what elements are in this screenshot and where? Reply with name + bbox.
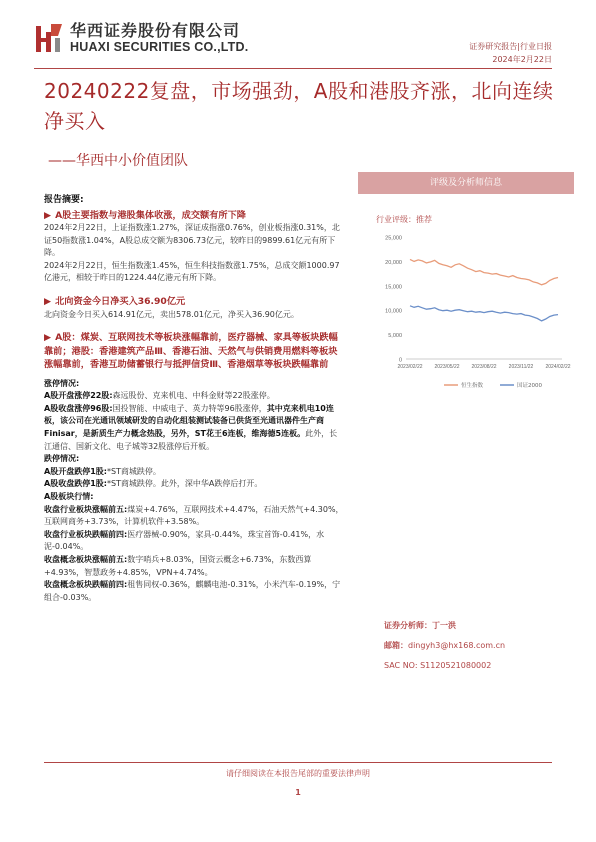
analyst-sac: SAC NO: S1120521080002 <box>384 661 492 670</box>
triangle-bullet-icon: ▶ <box>44 296 52 308</box>
industry-rating: 行业评级：推荐 <box>376 215 432 224</box>
limit-down-close: A股收盘跌停1股:*ST商城跌停。此外，深中华A跌停后打开。 <box>44 479 263 489</box>
sector-title: A股板块行情: <box>44 492 94 501</box>
y-tick-label: 10,000 <box>385 308 402 315</box>
limit-up-title: 涨停情况: <box>44 378 80 388</box>
header-divider <box>34 68 552 69</box>
limit-up-open: A股开盘涨停22股:森远股份、克来机电、中科金财等22股涨停。 <box>44 391 275 401</box>
sector-concept-down: 收盘概念板块跌幅前四:租售同权-0.36%，麒麟电池-0.31%，小米汽车-0.19%，宁组合-0.03%。 <box>44 580 341 602</box>
x-tick-label: 2023/08/22 <box>471 364 497 370</box>
rating-panel-heading: 评级及分析师信息 <box>358 172 574 194</box>
para-a-shares: 2024年2月22日，上证指数涨1.27%，深证成指涨0.76%，创业板指涨0.31%，北证50指数涨1.04%，A股总成交额为8306.73亿元，较昨日的9899.61亿元有所下降。 <box>44 223 340 258</box>
analyst-email-row[interactable]: 邮箱：dingyh3@hx168.com.cn <box>384 641 506 650</box>
company-logo <box>34 22 248 54</box>
index-line-chart <box>366 229 571 397</box>
rating-panel <box>358 172 574 401</box>
sector-concept-up: 收盘概念板块涨幅前五:数字哨兵+8.03%，国资云概念+6.73%，东数西算+4.93%，智慧政务+4.85%，VPN+4.74%。 <box>44 554 312 577</box>
y-tick-label: 5,000 <box>388 333 402 340</box>
bullet-indices: ▶ A股主要指数与港股集体收涨，成交额有所下降 <box>44 209 246 221</box>
bullet-northbound: ▶ 北向资金今日净买入36.90亿元 <box>44 296 186 308</box>
series-line <box>410 259 558 284</box>
triangle-bullet-icon: ▶ <box>44 209 52 221</box>
x-tick-label: 2023/02/22 <box>397 364 423 370</box>
legend-label: 国证2000 <box>517 383 542 389</box>
company-name-en: HUAXI SECURITIES CO.,LTD. <box>70 40 249 54</box>
triangle-bullet-icon: ▶ <box>44 332 52 344</box>
y-tick-label: 20,000 <box>385 259 402 266</box>
analyst-name-row: 证券分析师：丁一洪 <box>384 621 456 630</box>
y-tick-label: 0 <box>398 357 402 364</box>
page-title: 20240222复盘，市场强劲，A股和港股齐涨，北向连续净买入 <box>44 79 554 133</box>
company-name-cn: 华西证券股份有限公司 <box>70 21 241 40</box>
report-date: 2024年2月22日 <box>492 55 552 64</box>
limit-down-open: A股开盘跌停1股:*ST商城跌停。 <box>44 466 161 476</box>
report-summary <box>44 194 344 604</box>
sector-industry-up: 收盘行业板块涨幅前五:煤炭+4.76%，互联网技术+4.47%，石油天然气+4.30%，互联网商务+3.73%，计算机软件+3.58%。 <box>44 504 344 527</box>
index-chart <box>366 229 574 401</box>
limit-up-close: A股收盘涨停96股:国投智能、中威电子、英力特等96股涨停，其中克来机电10连板，该公司在光通讯领域研发的自动化组装测试装备已供货至光通讯器件生产商Finisar，是新质生产力概念热股，另外，ST花王6连板，维海德5连板。此外，长江通信、国新文化、电子城等32股涨停后开板。 <box>44 403 338 451</box>
para-northbound: 北向资金今日买入614.91亿元，卖出578.01亿元，净买入36.90亿元。 <box>44 309 299 319</box>
footer-divider <box>44 762 552 763</box>
y-tick-label: 25,000 <box>385 235 402 242</box>
para-hk: 2024年2月22日，恒生指数涨1.45%，恒生科技指数涨1.75%，总成交额1000.97亿港元，相较于昨日的1224.44亿港元有所下降。 <box>44 260 340 283</box>
sector-industry-down: 收盘行业板块跌幅前四:医疗器械-0.90%，家具-0.44%，珠宝首饰-0.41%，水泥-0.04%。 <box>44 529 325 552</box>
huaxi-logo-icon <box>34 22 64 54</box>
y-tick-label: 15,000 <box>385 284 402 291</box>
x-tick-label: 2023/11/22 <box>508 364 534 370</box>
series-line <box>410 306 558 321</box>
team-name: ——华西中小价值团队 <box>48 153 188 169</box>
page-number: 1 <box>295 788 301 797</box>
report-type: 证券研究报告|行业日报 <box>469 42 552 51</box>
x-tick-label: 2023/05/22 <box>434 364 460 370</box>
footer-note: 请仔细阅读在本报告尾部的重要法律声明 <box>226 769 370 778</box>
legend-label: 恒生指数 <box>461 383 484 389</box>
x-tick-label: 2024/02/22 <box>545 364 571 370</box>
limit-down-title: 跌停情况: <box>44 454 80 464</box>
summary-heading: 报告摘要: <box>44 195 84 205</box>
analyst-info <box>384 616 505 676</box>
bullet-sectors: ▶ A股：煤炭、互联网技术等板块涨幅靠前，医疗器械、家具等板块跌幅靠前；港股：香港建筑产品Ⅲ、香港石油、天然气与供销费用燃料等板块涨幅靠前，香港互助储蓄银行与抵押信贷Ⅲ、香港烟草等板块跌幅靠前 <box>44 332 338 371</box>
